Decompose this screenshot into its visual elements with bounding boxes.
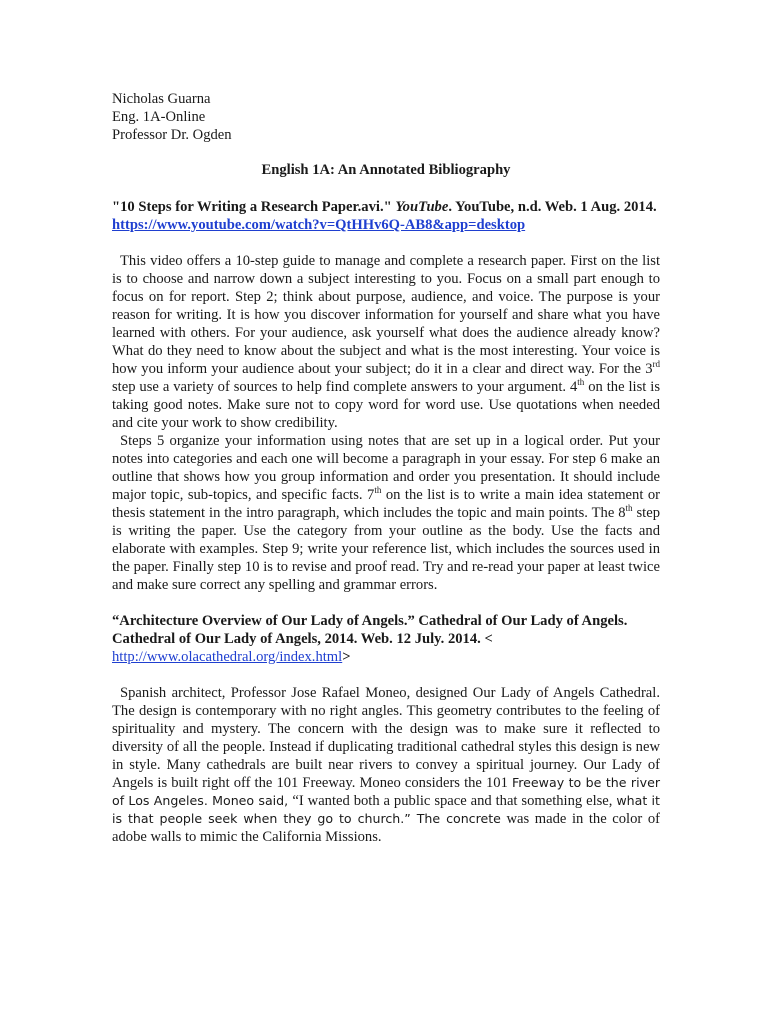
youtube-link[interactable]: https://www.youtube.com/watch?v=QtHHv6Q-AB8&app=desktop xyxy=(112,217,526,233)
document-title: English 1A: An Annotated Bibliography xyxy=(261,162,511,178)
citation-youtube-text: "10 Steps for Writing a Research Paper.avi." xyxy=(112,199,396,215)
course-name: Eng. 1A-Online xyxy=(112,109,206,125)
citation-youtube-source: YouTube xyxy=(395,199,449,215)
citation-cathedral-end: > xyxy=(342,649,351,665)
professor-name: Professor Dr. Ogden xyxy=(112,127,232,143)
citation-cathedral xyxy=(112,612,660,666)
citation-youtube-pub: . YouTube, n.d. Web. 1 Aug. 2014. xyxy=(448,199,657,215)
annotation-youtube-p2: Steps 5 organize your information using notes that are set up in a logical order. Put your notes into categories and each one will become a paragraph in your essay. For step 6 make an outline that shows how you group information and order you presentation. It should include major topic, sub-topics, and specific facts. 7th on the list is to write a main idea statement or thesis statement in the intro paragraph, which includes the topic and main points. The 8th step is writing the paper. Use the category from your outline as the body. Use the facts and elaborate with examples. Step 9; write your reference list, which includes the sources used in the paper. Finally step 10 is to revise and proof read. Try and re-read your paper at least twice and make sure correct any spelling and grammar errors. xyxy=(112,433,661,593)
author-name: Nicholas Guarna xyxy=(112,91,211,107)
annotation-cathedral: Spanish architect, Professor Jose Rafael Moneo, designed Our Lady of Angels Cathedral. The design is contemporary with no right angles. This geometry contributes to the feeling of spirituality and mystery. The concern with the design was to make sure it reflected to diversity of all the people. Instead if duplicating traditional cathedral styles this design is new in style. Many cathedrals are built near rivers to convey a spiritual journey. Our Lady of Angels is built right off the 101 Freeway. Moneo considers the 101 Freeway to be the river of Los Angeles. Moneo said, “I wanted both a public space and that something else, what it is that people seek when they go to church.” The concrete was made in the color of adobe walls to mimic the California Missions. xyxy=(112,685,660,845)
author-header xyxy=(112,90,660,144)
annotation-youtube-p1: This video offers a 10-step guide to manage and complete a research paper. First on the list is to choose and narrow down a subject interesting to you. Focus on a small part enough to focus on for report. Step 2; think about purpose, audience, and voice. The purpose is your reason for writing. It is how you discover information for yourself and share what you have learned with others. For your audience, ask yourself what does the audience already know? What do they need to know about the subject and what is the most interesting. Your voice is how you inform your audience about your subject; do it in a clear and direct way. For the 3rd step use a variety of sources to help find complete answers to your argument. 4th on the list is taking good notes. Make sure not to copy word for word use. Use quotations when needed and cite your work to show credibility. xyxy=(112,253,660,431)
citation-youtube xyxy=(112,198,660,234)
citation-cathedral-text: “Architecture Overview of Our Lady of Angels.” Cathedral of Our Lady of Angels. Cathedral of Our Lady of Angels, 2014. Web. 12 July. 2014. < xyxy=(112,613,628,647)
cathedral-link[interactable]: http://www.olacathedral.org/index.html xyxy=(112,649,343,665)
document-page xyxy=(112,90,660,846)
